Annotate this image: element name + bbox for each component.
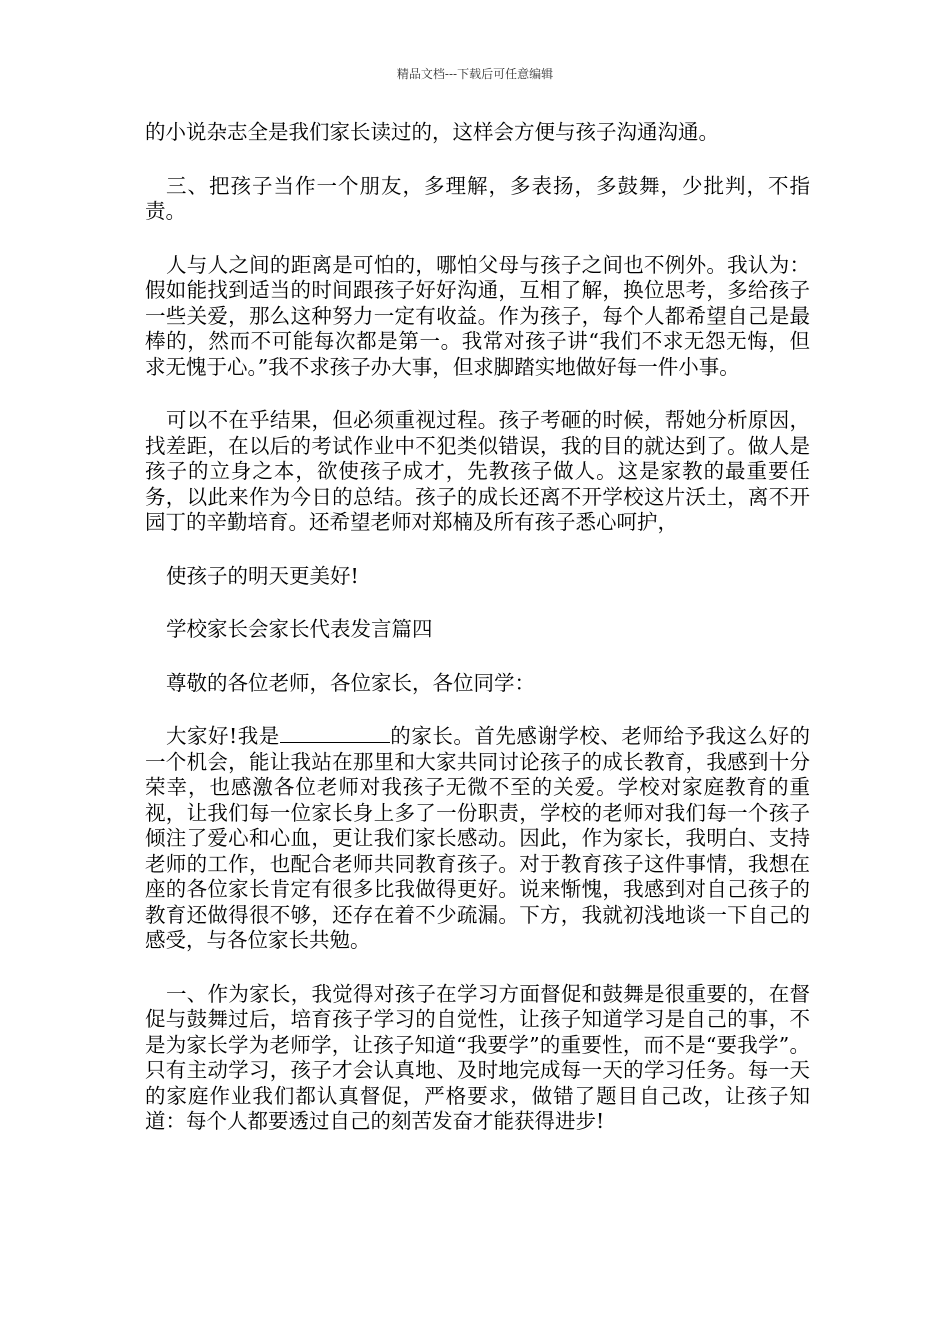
page-header: 精品文档---下载后可任意编辑 (396, 67, 554, 81)
document-body (145, 120, 810, 1163)
paragraph-4: 可以不在乎结果，但必须重视过程。孩子考砸的时候，帮她分析原因，找差距，在以后的考试作业中不犯类似错误，我的目的就达到了。做人是孩子的立身之本，欲使孩子成才，先教孩子做人。这是家教的最重要任务，以此来作为今日的总结。孩子的成长还离不开学校这片沃土，离不开园丁的辛勤培育。还希望老师对郑楠及所有孩子悉心呵护， (145, 408, 810, 534)
paragraph-8 (145, 724, 810, 954)
paragraph-9: 一、作为家长，我觉得对孩子在学习方面督促和鼓舞是很重要的，在督促与鼓舞过后，培育孩子学习的自觉性，让孩子知道学习是自己的事，不是为家长学为老师学，让孩子知道“我要学”的重要性，而不是“要我学”。只有主动学习，孩子才会认真地、及时地完成每一天的学习任务。每一天的家庭作业我们都认真督促，严格要求，做错了题目自己改，让孩子知道：每个人都要透过自己的刻苦发奋才能获得进步! (145, 981, 810, 1133)
greeting-text: 大家好!我是 (166, 724, 280, 748)
section-heading: 学校家长会家长代表发言篇四 (166, 617, 433, 641)
paragraph-8-continuation: 的家长。首先感谢学校、老师给予我这么好的一个机会，能让我站在那里和大家共同讨论孩子的成长教育，我感到十分荣幸，也感激各位老师对我孩子无微不至的关爱。学校对家庭教育的重视，让我们每一位家长身上多了一份职责，学校的老师对我们每一个孩子倾注了爱心和心血，更让我们家长感动。因此，作为家长，我明白、支持老师的工作，也配合老师共同教育孩子。对于教育孩子这件事情，我想在座的各位家长肯定有很多比我做得更好。说来惭愧，我感到对自己孩子的教育还做得很不够，还存在着不少疏漏。下方，我就初浅地谈一下自己的感受，与各位家长共勉。 (145, 724, 810, 952)
name-blank (280, 724, 390, 743)
paragraph-3: 人与人之间的距离是可怕的，哪怕父母与孩子之间也不例外。我认为：假如能找到适当的时间跟孩子好好沟通，互相了解，换位思考，多给孩子一些关爱，那么这种努力一定有收益。作为孩子，每个人都希望自己是最棒的，然而不可能每次都是第一。我常对孩子讲“我们不求无怨无悔，但求无愧于心。”我不求孩子办大事，但求脚踏实地做好每一件小事。 (145, 252, 810, 379)
paragraph-5: 使孩子的明天更美好! (166, 563, 359, 588)
salutation: 尊敬的各位老师，各位家长，各位同学： (166, 670, 535, 695)
paragraph-1: 的小说杂志全是我们家长读过的，这样会方便与孩子沟通沟通。 (145, 120, 719, 144)
paragraph-2: 三、把孩子当作一个朋友，多理解，多表扬，多鼓舞，少批判，不指责。 (145, 173, 810, 223)
